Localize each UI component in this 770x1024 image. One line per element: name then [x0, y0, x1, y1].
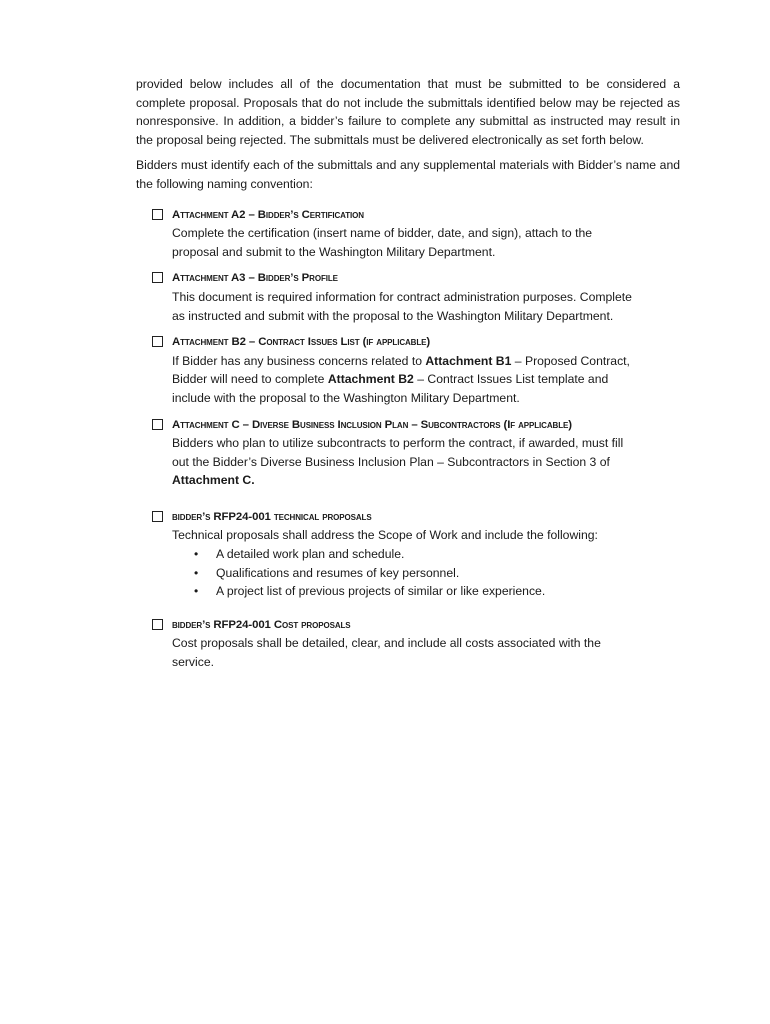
- checklist-item-cost-proposals: [136, 616, 680, 672]
- checkbox-attachment-c[interactable]: [152, 419, 163, 430]
- item-heading: bidder’s RFP24-001 Cost proposals: [172, 618, 351, 631]
- checkbox-cost-proposals[interactable]: [152, 619, 163, 630]
- list-item: [172, 564, 680, 583]
- list-item: [172, 545, 680, 564]
- description-text: Bidders who plan to utilize subcontracts to perform the contract, if awarded, must fill out the Bidder’s Diverse Business Inclusion Plan – Subcontractors in Section 3 of: [172, 436, 624, 469]
- checkbox-attachment-b2[interactable]: [152, 336, 163, 347]
- checkbox-attachment-a2[interactable]: [152, 209, 163, 220]
- item-description: [172, 352, 642, 408]
- list-item-text: A project list of previous projects of similar or like experience.: [216, 584, 546, 599]
- bullet-icon: •: [194, 565, 199, 580]
- attachment-reference: Attachment B1: [425, 353, 512, 368]
- item-heading: Attachment C – Diverse Business Inclusion Plan – Subcontractors (If applicable): [172, 418, 572, 431]
- attachment-reference: Attachment B2: [327, 372, 414, 387]
- item-heading: Attachment A2 – Bidder’s Certification: [172, 208, 364, 221]
- checklist-item-attachment-a3: [136, 269, 680, 325]
- item-heading: Attachment A3 – Bidder’s Profile: [172, 272, 338, 285]
- checklist-item-technical-proposals: [136, 508, 680, 601]
- item-description: This document is required information for contract administration purposes. Complete as instructed and submit with the proposal to the Washington Military Department.: [172, 289, 632, 323]
- item-description: [172, 434, 642, 490]
- bullet-icon: •: [194, 584, 199, 599]
- document-page: [136, 75, 680, 672]
- attachment-reference: Attachment C.: [172, 473, 255, 488]
- description-text: If Bidder has any business concerns related to: [172, 353, 426, 368]
- intro-paragraph-1: provided below includes all of the documentation that must be submitted to be considered a complete proposal. Proposals that do not include the submittals identified below may be rejected as nonresponsive. In addition, a bidder’s failure to complete any submittal as instructed may result in the proposal being rejected. The submittals must be delivered electronically as set forth below.: [136, 77, 680, 147]
- list-item-text: A detailed work plan and schedule.: [216, 547, 405, 562]
- item-description: Technical proposals shall address the Scope of Work and include the following:: [172, 528, 598, 543]
- item-description: Cost proposals shall be detailed, clear, and include all costs associated with the service.: [172, 636, 601, 670]
- intro-paragraph-2: Bidders must identify each of the submittals and any supplemental materials with Bidder’s name and the following naming convention:: [136, 158, 680, 191]
- checklist-item-attachment-a2: [136, 206, 680, 262]
- checklist-item-attachment-b2: [136, 333, 680, 407]
- checkbox-technical-proposals[interactable]: [152, 511, 163, 522]
- submittal-checklist: [136, 206, 680, 672]
- description-text: – Proposed Contract, Bidder will need to complete: [172, 353, 630, 387]
- checkbox-attachment-a3[interactable]: [152, 272, 163, 283]
- item-heading: Attachment B2 – Contract Issues List (if applicable): [172, 336, 431, 349]
- requirements-list: [172, 545, 680, 601]
- bullet-icon: •: [194, 547, 199, 562]
- description-text: – Contract Issues List template and include with the proposal to the Washington Military Department.: [172, 372, 609, 405]
- checklist-item-attachment-c: [136, 416, 680, 490]
- list-item-text: Qualifications and resumes of key personnel.: [216, 565, 460, 580]
- item-heading: bidder’s RFP24-001 technical proposals: [172, 510, 372, 523]
- list-item: [172, 582, 680, 601]
- item-description: Complete the certification (insert name of bidder, date, and sign), attach to the proposal and submit to the Washington Military Department.: [172, 226, 593, 259]
